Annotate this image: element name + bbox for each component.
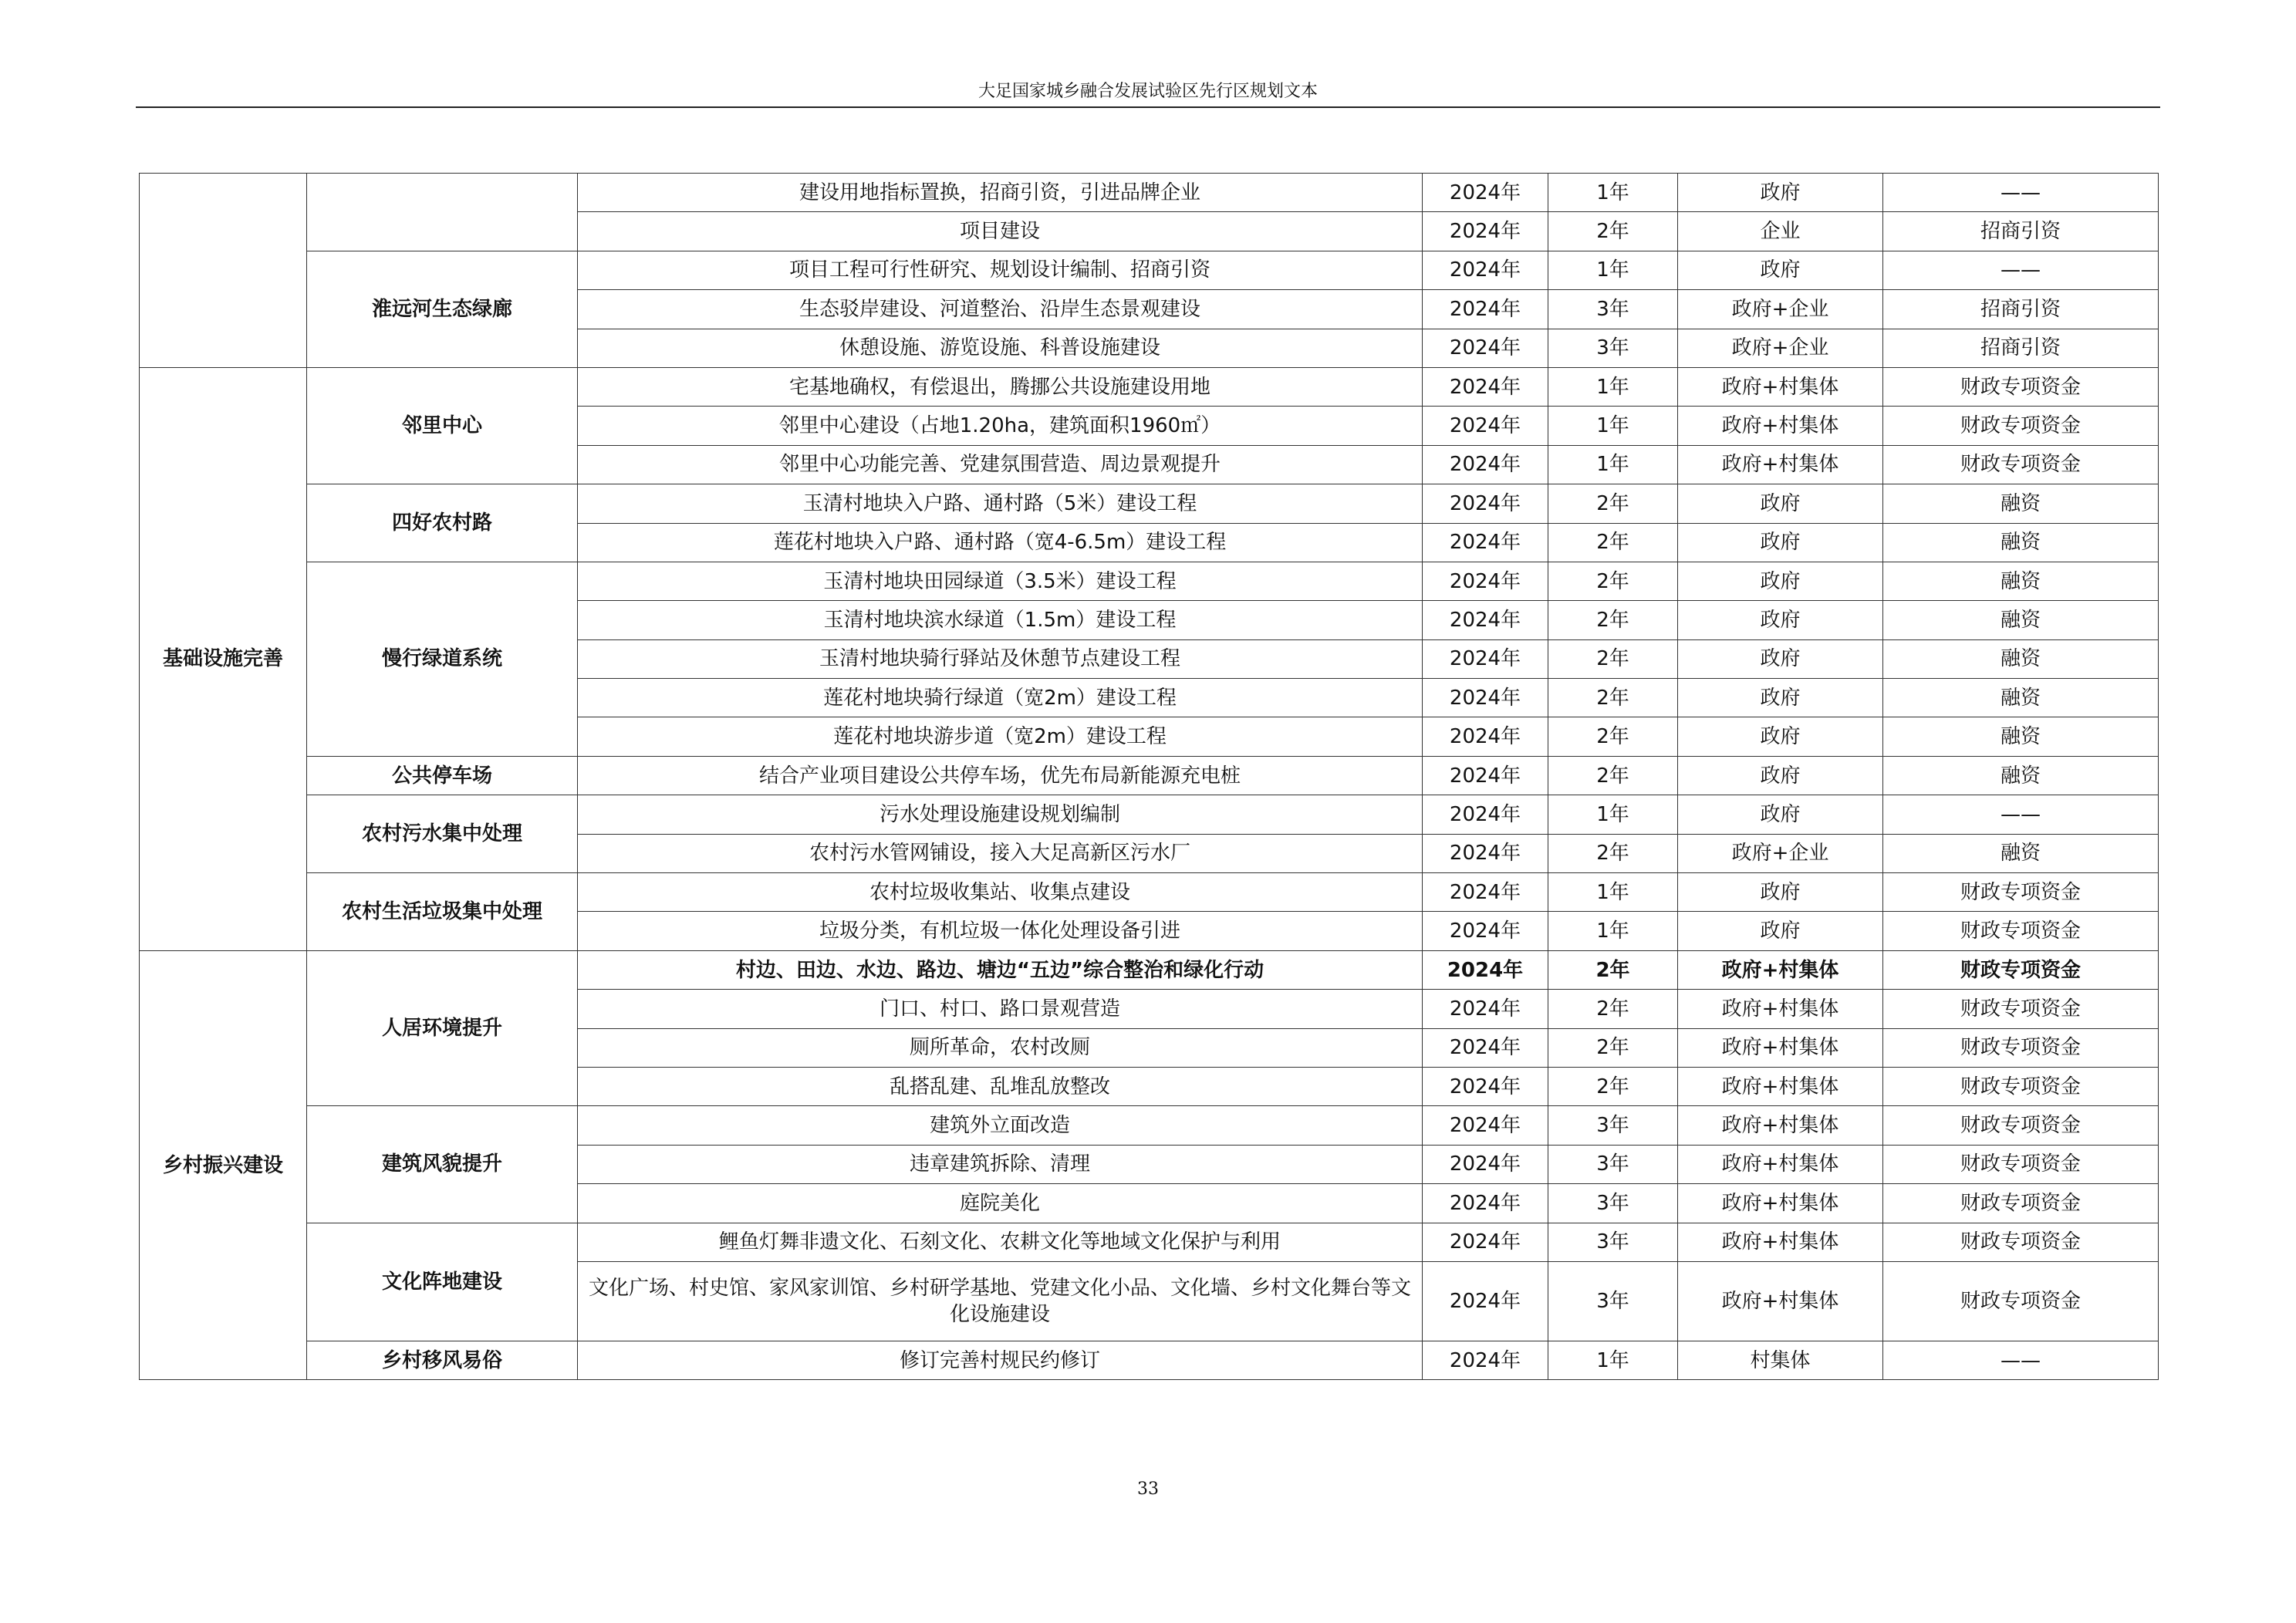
- project-cell: 邻里中心: [307, 367, 578, 484]
- year-cell: 2024年: [1423, 562, 1548, 600]
- table-row: [140, 1223, 2159, 1261]
- year-cell: 2024年: [1423, 367, 1548, 406]
- year-cell: 2024年: [1423, 795, 1548, 834]
- duration-cell: 2年: [1548, 562, 1678, 600]
- year-cell: 2024年: [1423, 679, 1548, 717]
- duration-cell: 2年: [1548, 717, 1678, 756]
- fund-cell: ——: [1883, 251, 2159, 289]
- year-cell: 2024年: [1423, 873, 1548, 912]
- year-cell: 2024年: [1423, 1028, 1548, 1067]
- project-cell: 乡村移风易俗: [307, 1341, 578, 1379]
- duration-cell: 2年: [1548, 484, 1678, 523]
- duration-cell: 2年: [1548, 523, 1678, 562]
- duration-cell: 2年: [1548, 834, 1678, 872]
- table-row: [140, 562, 2159, 600]
- project-cell: 慢行绿道系统: [307, 562, 578, 756]
- duration-cell: 2年: [1548, 990, 1678, 1028]
- fund-cell: ——: [1883, 174, 2159, 212]
- table-row: [140, 1341, 2159, 1379]
- fund-cell: 招商引资: [1883, 290, 2159, 329]
- duration-cell: 2年: [1548, 756, 1678, 795]
- fund-cell: 财政专项资金: [1883, 1067, 2159, 1105]
- table-row: [140, 795, 2159, 834]
- year-cell: 2024年: [1423, 1145, 1548, 1183]
- body-cell: 政府: [1678, 679, 1883, 717]
- content-cell: 休憩设施、游览设施、科普设施建设: [578, 329, 1423, 367]
- content-cell: 文化广场、村史馆、家风家训馆、乡村研学基地、党建文化小品、文化墙、乡村文化舞台等文化设施建设: [578, 1261, 1423, 1341]
- body-cell: 政府+村集体: [1678, 1223, 1883, 1261]
- fund-cell: 财政专项资金: [1883, 407, 2159, 445]
- body-cell: 政府+村集体: [1678, 367, 1883, 406]
- body-cell: 政府: [1678, 717, 1883, 756]
- fund-cell: 财政专项资金: [1883, 1261, 2159, 1341]
- year-cell: 2024年: [1423, 601, 1548, 639]
- content-cell: 村边、田边、水边、路边、塘边“五边”综合整治和绿化行动: [578, 950, 1423, 989]
- body-cell: 政府: [1678, 795, 1883, 834]
- body-cell: 政府+村集体: [1678, 990, 1883, 1028]
- year-cell: 2024年: [1423, 329, 1548, 367]
- fund-cell: 财政专项资金: [1883, 1145, 2159, 1183]
- year-cell: 2024年: [1423, 756, 1548, 795]
- body-cell: 政府: [1678, 756, 1883, 795]
- content-cell: 玉清村地块入户路、通村路（5米）建设工程: [578, 484, 1423, 523]
- duration-cell: 1年: [1548, 174, 1678, 212]
- body-cell: 政府: [1678, 873, 1883, 912]
- body-cell: 政府+村集体: [1678, 445, 1883, 484]
- year-cell: 2024年: [1423, 1341, 1548, 1379]
- year-cell: 2024年: [1423, 1184, 1548, 1223]
- project-cell: 农村污水集中处理: [307, 795, 578, 873]
- duration-cell: 1年: [1548, 407, 1678, 445]
- fund-cell: ——: [1883, 795, 2159, 834]
- duration-cell: 3年: [1548, 1106, 1678, 1145]
- document-title: 大足国家城乡融合发展试验区先行区规划文本: [977, 82, 1318, 101]
- content-cell: 门口、村口、路口景观营造: [578, 990, 1423, 1028]
- content-cell: 违章建筑拆除、清理: [578, 1145, 1423, 1183]
- fund-cell: 财政专项资金: [1883, 1106, 2159, 1145]
- content-cell: 邻里中心功能完善、党建氛围营造、周边景观提升: [578, 445, 1423, 484]
- year-cell: 2024年: [1423, 834, 1548, 872]
- table-row: [140, 1106, 2159, 1145]
- body-cell: 政府+村集体: [1678, 1106, 1883, 1145]
- content-cell: 鲤鱼灯舞非遗文化、石刻文化、农耕文化等地域文化保护与利用: [578, 1223, 1423, 1261]
- fund-cell: 财政专项资金: [1883, 1184, 2159, 1223]
- year-cell: 2024年: [1423, 990, 1548, 1028]
- year-cell: 2024年: [1423, 251, 1548, 289]
- fund-cell: ——: [1883, 1341, 2159, 1379]
- duration-cell: 2年: [1548, 950, 1678, 989]
- project-cell: 农村生活垃圾集中处理: [307, 873, 578, 951]
- category-cell: [140, 174, 307, 368]
- year-cell: 2024年: [1423, 950, 1548, 989]
- fund-cell: 融资: [1883, 562, 2159, 600]
- duration-cell: 2年: [1548, 639, 1678, 678]
- page-number: 33: [1137, 1480, 1159, 1499]
- duration-cell: 3年: [1548, 1184, 1678, 1223]
- project-cell: 文化阵地建设: [307, 1223, 578, 1341]
- fund-cell: 财政专项资金: [1883, 873, 2159, 912]
- table-row: [140, 484, 2159, 523]
- table-row: [140, 174, 2159, 212]
- year-cell: 2024年: [1423, 1067, 1548, 1105]
- duration-cell: 1年: [1548, 445, 1678, 484]
- content-cell: 农村污水管网铺设，接入大足高新区污水厂: [578, 834, 1423, 872]
- duration-cell: 1年: [1548, 251, 1678, 289]
- duration-cell: 3年: [1548, 1261, 1678, 1341]
- year-cell: 2024年: [1423, 1261, 1548, 1341]
- body-cell: 政府: [1678, 912, 1883, 950]
- table-row: [140, 367, 2159, 406]
- body-cell: 村集体: [1678, 1341, 1883, 1379]
- duration-cell: 2年: [1548, 679, 1678, 717]
- fund-cell: 融资: [1883, 601, 2159, 639]
- duration-cell: 1年: [1548, 367, 1678, 406]
- fund-cell: 财政专项资金: [1883, 912, 2159, 950]
- table-row: [140, 251, 2159, 289]
- fund-cell: 融资: [1883, 484, 2159, 523]
- content-cell: 莲花村地块骑行绿道（宽2m）建设工程: [578, 679, 1423, 717]
- duration-cell: 1年: [1548, 1341, 1678, 1379]
- body-cell: 政府: [1678, 484, 1883, 523]
- content-cell: 厕所革命，农村改厕: [578, 1028, 1423, 1067]
- content-cell: 玉清村地块骑行驿站及休憩节点建设工程: [578, 639, 1423, 678]
- project-cell: 公共停车场: [307, 756, 578, 795]
- content-cell: 建设用地指标置换，招商引资，引进品牌企业: [578, 174, 1423, 212]
- fund-cell: 财政专项资金: [1883, 445, 2159, 484]
- content-cell: 玉清村地块滨水绿道（1.5m）建设工程: [578, 601, 1423, 639]
- project-cell: [307, 174, 578, 251]
- duration-cell: 3年: [1548, 329, 1678, 367]
- content-cell: 垃圾分类，有机垃圾一体化处理设备引进: [578, 912, 1423, 950]
- content-cell: 宅基地确权，有偿退出，腾挪公共设施建设用地: [578, 367, 1423, 406]
- fund-cell: 招商引资: [1883, 212, 2159, 251]
- content-cell: 农村垃圾收集站、收集点建设: [578, 873, 1423, 912]
- content-cell: 邻里中心建设（占地1.20ha，建筑面积1960㎡）: [578, 407, 1423, 445]
- year-cell: 2024年: [1423, 445, 1548, 484]
- duration-cell: 2年: [1548, 1067, 1678, 1105]
- body-cell: 政府+村集体: [1678, 407, 1883, 445]
- content-cell: 生态驳岸建设、河道整治、沿岸生态景观建设: [578, 290, 1423, 329]
- fund-cell: 财政专项资金: [1883, 1223, 2159, 1261]
- fund-cell: 融资: [1883, 834, 2159, 872]
- content-cell: 污水处理设施建设规划编制: [578, 795, 1423, 834]
- year-cell: 2024年: [1423, 407, 1548, 445]
- body-cell: 政府: [1678, 601, 1883, 639]
- content-cell: 修订完善村规民约修订: [578, 1341, 1423, 1379]
- fund-cell: 融资: [1883, 717, 2159, 756]
- body-cell: 政府+村集体: [1678, 1028, 1883, 1067]
- duration-cell: 3年: [1548, 1145, 1678, 1183]
- table-row: [140, 873, 2159, 912]
- body-cell: 企业: [1678, 212, 1883, 251]
- content-cell: 莲花村地块入户路、通村路（宽4-6.5m）建设工程: [578, 523, 1423, 562]
- content-cell: 乱搭乱建、乱堆乱放整改: [578, 1067, 1423, 1105]
- project-cell: 人居环境提升: [307, 950, 578, 1106]
- fund-cell: 财政专项资金: [1883, 950, 2159, 989]
- table-row: [140, 950, 2159, 989]
- body-cell: 政府+村集体: [1678, 1184, 1883, 1223]
- body-cell: 政府+企业: [1678, 329, 1883, 367]
- fund-cell: 财政专项资金: [1883, 367, 2159, 406]
- year-cell: 2024年: [1423, 523, 1548, 562]
- fund-cell: 融资: [1883, 523, 2159, 562]
- fund-cell: 融资: [1883, 679, 2159, 717]
- year-cell: 2024年: [1423, 212, 1548, 251]
- body-cell: 政府+村集体: [1678, 1261, 1883, 1341]
- year-cell: 2024年: [1423, 290, 1548, 329]
- fund-cell: 融资: [1883, 756, 2159, 795]
- content-cell: 结合产业项目建设公共停车场，优先布局新能源充电桩: [578, 756, 1423, 795]
- fund-cell: 融资: [1883, 639, 2159, 678]
- fund-cell: 招商引资: [1883, 329, 2159, 367]
- content-cell: 建筑外立面改造: [578, 1106, 1423, 1145]
- body-cell: 政府+村集体: [1678, 1145, 1883, 1183]
- year-cell: 2024年: [1423, 174, 1548, 212]
- duration-cell: 1年: [1548, 912, 1678, 950]
- content-cell: 玉清村地块田园绿道（3.5米）建设工程: [578, 562, 1423, 600]
- project-cell: 建筑风貌提升: [307, 1106, 578, 1223]
- category-cell: 基础设施完善: [140, 367, 307, 950]
- year-cell: 2024年: [1423, 484, 1548, 523]
- body-cell: 政府+企业: [1678, 834, 1883, 872]
- body-cell: 政府+村集体: [1678, 950, 1883, 989]
- content-cell: 项目建设: [578, 212, 1423, 251]
- year-cell: 2024年: [1423, 639, 1548, 678]
- category-cell: 乡村振兴建设: [140, 950, 307, 1380]
- body-cell: 政府: [1678, 523, 1883, 562]
- duration-cell: 1年: [1548, 795, 1678, 834]
- duration-cell: 2年: [1548, 212, 1678, 251]
- body-cell: 政府: [1678, 562, 1883, 600]
- fund-cell: 财政专项资金: [1883, 990, 2159, 1028]
- table-row: [140, 756, 2159, 795]
- body-cell: 政府: [1678, 251, 1883, 289]
- year-cell: 2024年: [1423, 912, 1548, 950]
- page-header: [136, 77, 2160, 108]
- year-cell: 2024年: [1423, 1223, 1548, 1261]
- body-cell: 政府+企业: [1678, 290, 1883, 329]
- duration-cell: 3年: [1548, 1223, 1678, 1261]
- project-cell: 四好农村路: [307, 484, 578, 562]
- content-cell: 项目工程可行性研究、规划设计编制、招商引资: [578, 251, 1423, 289]
- project-cell: 淮远河生态绿廊: [307, 251, 578, 367]
- duration-cell: 2年: [1548, 1028, 1678, 1067]
- body-cell: 政府: [1678, 174, 1883, 212]
- content-cell: 莲花村地块游步道（宽2m）建设工程: [578, 717, 1423, 756]
- duration-cell: 3年: [1548, 290, 1678, 329]
- body-cell: 政府: [1678, 639, 1883, 678]
- body-cell: 政府+村集体: [1678, 1067, 1883, 1105]
- year-cell: 2024年: [1423, 1106, 1548, 1145]
- duration-cell: 2年: [1548, 601, 1678, 639]
- year-cell: 2024年: [1423, 717, 1548, 756]
- content-cell: 庭院美化: [578, 1184, 1423, 1223]
- fund-cell: 财政专项资金: [1883, 1028, 2159, 1067]
- project-plan-table: [139, 173, 2159, 1380]
- duration-cell: 1年: [1548, 873, 1678, 912]
